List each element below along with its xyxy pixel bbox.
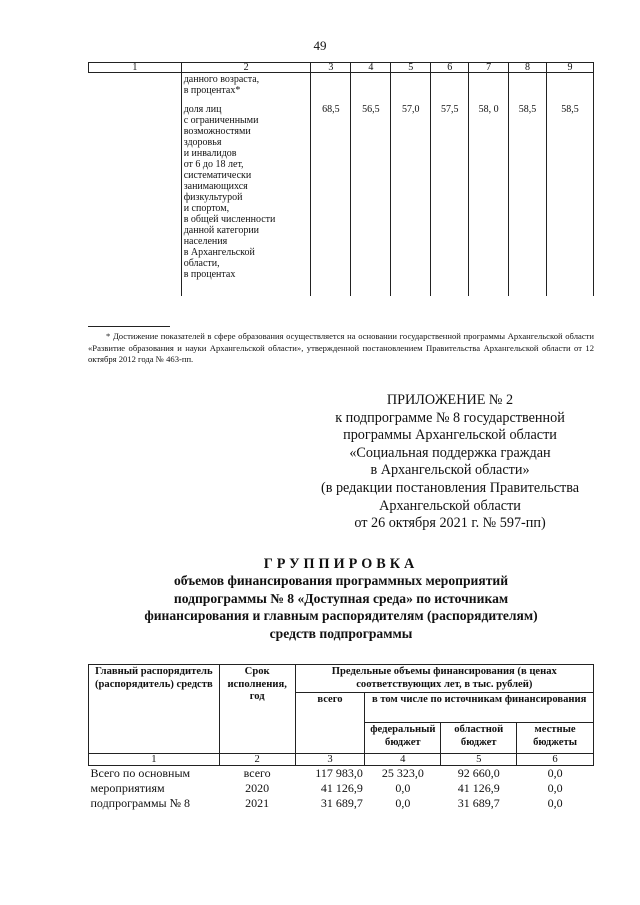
appendix-line: (в редакции постановления Правительства <box>320 479 580 496</box>
footnote-separator <box>88 326 170 327</box>
total-cell: 31 689,7 <box>320 796 363 810</box>
col-num: 8 <box>509 63 547 73</box>
col-num: 6 <box>517 754 594 766</box>
regional-cell: 31 689,7 <box>457 796 500 810</box>
header-main-manager: Главный распорядитель (распорядитель) средств <box>89 665 220 754</box>
page-number: 49 <box>313 38 327 53</box>
federal-cell: 0,0 <box>395 796 411 810</box>
value-cell: 56,5 <box>351 104 391 296</box>
indicator-label: доля лиц с ограниченными возможностями здоровья и инвалидов от 6 до 18 лет, систематически занимающихся физкультурой и спортом, в общей численности данной категории населения в Архангельской области, в процентах <box>181 104 311 296</box>
indicators-table <box>88 62 594 296</box>
term-cell: всего <box>243 766 271 780</box>
federal-cell: 0,0 <box>395 781 411 795</box>
appendix-line: Архангельской области <box>379 497 521 514</box>
col-num: 1 <box>89 63 182 73</box>
term-cell: 2021 <box>245 796 270 810</box>
term-cell: 2020 <box>245 781 270 795</box>
section-heading: ГРУППИРОВКА <box>263 556 419 572</box>
col-num: 6 <box>431 63 469 73</box>
column-numbers-row <box>89 754 594 766</box>
appendix-line: программы Архангельской области <box>343 427 557 444</box>
header-limits: Предельные объемы финансирования (в ценах соответствующих лет, в тыс. рублей) <box>295 665 593 693</box>
col-num: 5 <box>441 754 517 766</box>
col-num: 3 <box>311 63 351 73</box>
value-cell: 58, 0 <box>469 104 509 296</box>
appendix-line: в Архангельской области» <box>370 462 530 479</box>
footnote: * Достижение показателей в сфере образования осуществляется на основании государственной программы Архангельской области «Развитие образования и науки Архангельской области», утвержденной постановлением Правительства Архангельской области от 12 октября 2012 года № 463-пп. <box>88 331 594 364</box>
col-num: 4 <box>365 754 441 766</box>
value-cell: 57,0 <box>391 104 431 296</box>
col-num: 1 <box>89 754 220 766</box>
appendix-block <box>300 392 600 533</box>
header-local: местные бюджеты <box>517 723 594 754</box>
col-num: 5 <box>391 63 431 73</box>
row-label: Всего по основным мероприятиям подпрограммы № 8 <box>90 766 191 810</box>
section-subheading: объемов финансирования программных мероприятий подпрограммы № 8 «Доступная среда» по источникам финансирования и главным распорядителям (распорядителям) средств подпрограммы <box>144 573 538 641</box>
header-by-sources: в том числе по источникам финансирования <box>365 693 594 723</box>
column-numbers-row <box>89 63 594 73</box>
appendix-line: от 26 октября 2021 г. № 597-пп) <box>354 515 546 532</box>
indicator-label-continued: данного возраста, в процентах* <box>181 73 311 105</box>
federal-cell: 25 323,0 <box>381 766 424 780</box>
value-cell: 68,5 <box>311 104 351 296</box>
local-cell: 0,0 <box>547 766 563 780</box>
col-num: 9 <box>547 63 594 73</box>
regional-cell: 92 660,0 <box>457 766 500 780</box>
appendix-line: к подпрограмме № 8 государственной <box>335 409 565 426</box>
col-num: 2 <box>219 754 295 766</box>
finance-table <box>88 664 594 811</box>
total-cell: 41 126,9 <box>320 781 363 795</box>
col-num: 7 <box>469 63 509 73</box>
header-regional: областной бюджет <box>441 723 517 754</box>
table-row <box>89 104 594 296</box>
local-cell: 0,0 <box>547 796 563 810</box>
table-row <box>89 766 594 782</box>
local-cell: 0,0 <box>547 781 563 795</box>
appendix-line: ПРИЛОЖЕНИЕ № 2 <box>386 392 514 408</box>
table-row <box>89 73 594 105</box>
header-total: всего <box>295 693 365 754</box>
total-cell: 117 983,0 <box>315 766 363 780</box>
appendix-line: «Социальная поддержка граждан <box>349 444 551 461</box>
header-federal: федеральный бюджет <box>365 723 441 754</box>
header-term: Срок исполнения, год <box>219 665 295 754</box>
regional-cell: 41 126,9 <box>457 781 500 795</box>
value-cell: 58,5 <box>547 104 594 296</box>
col-num: 4 <box>351 63 391 73</box>
col-num: 3 <box>295 754 365 766</box>
value-cell: 57,5 <box>431 104 469 296</box>
value-cell: 58,5 <box>509 104 547 296</box>
col-num: 2 <box>181 63 311 73</box>
